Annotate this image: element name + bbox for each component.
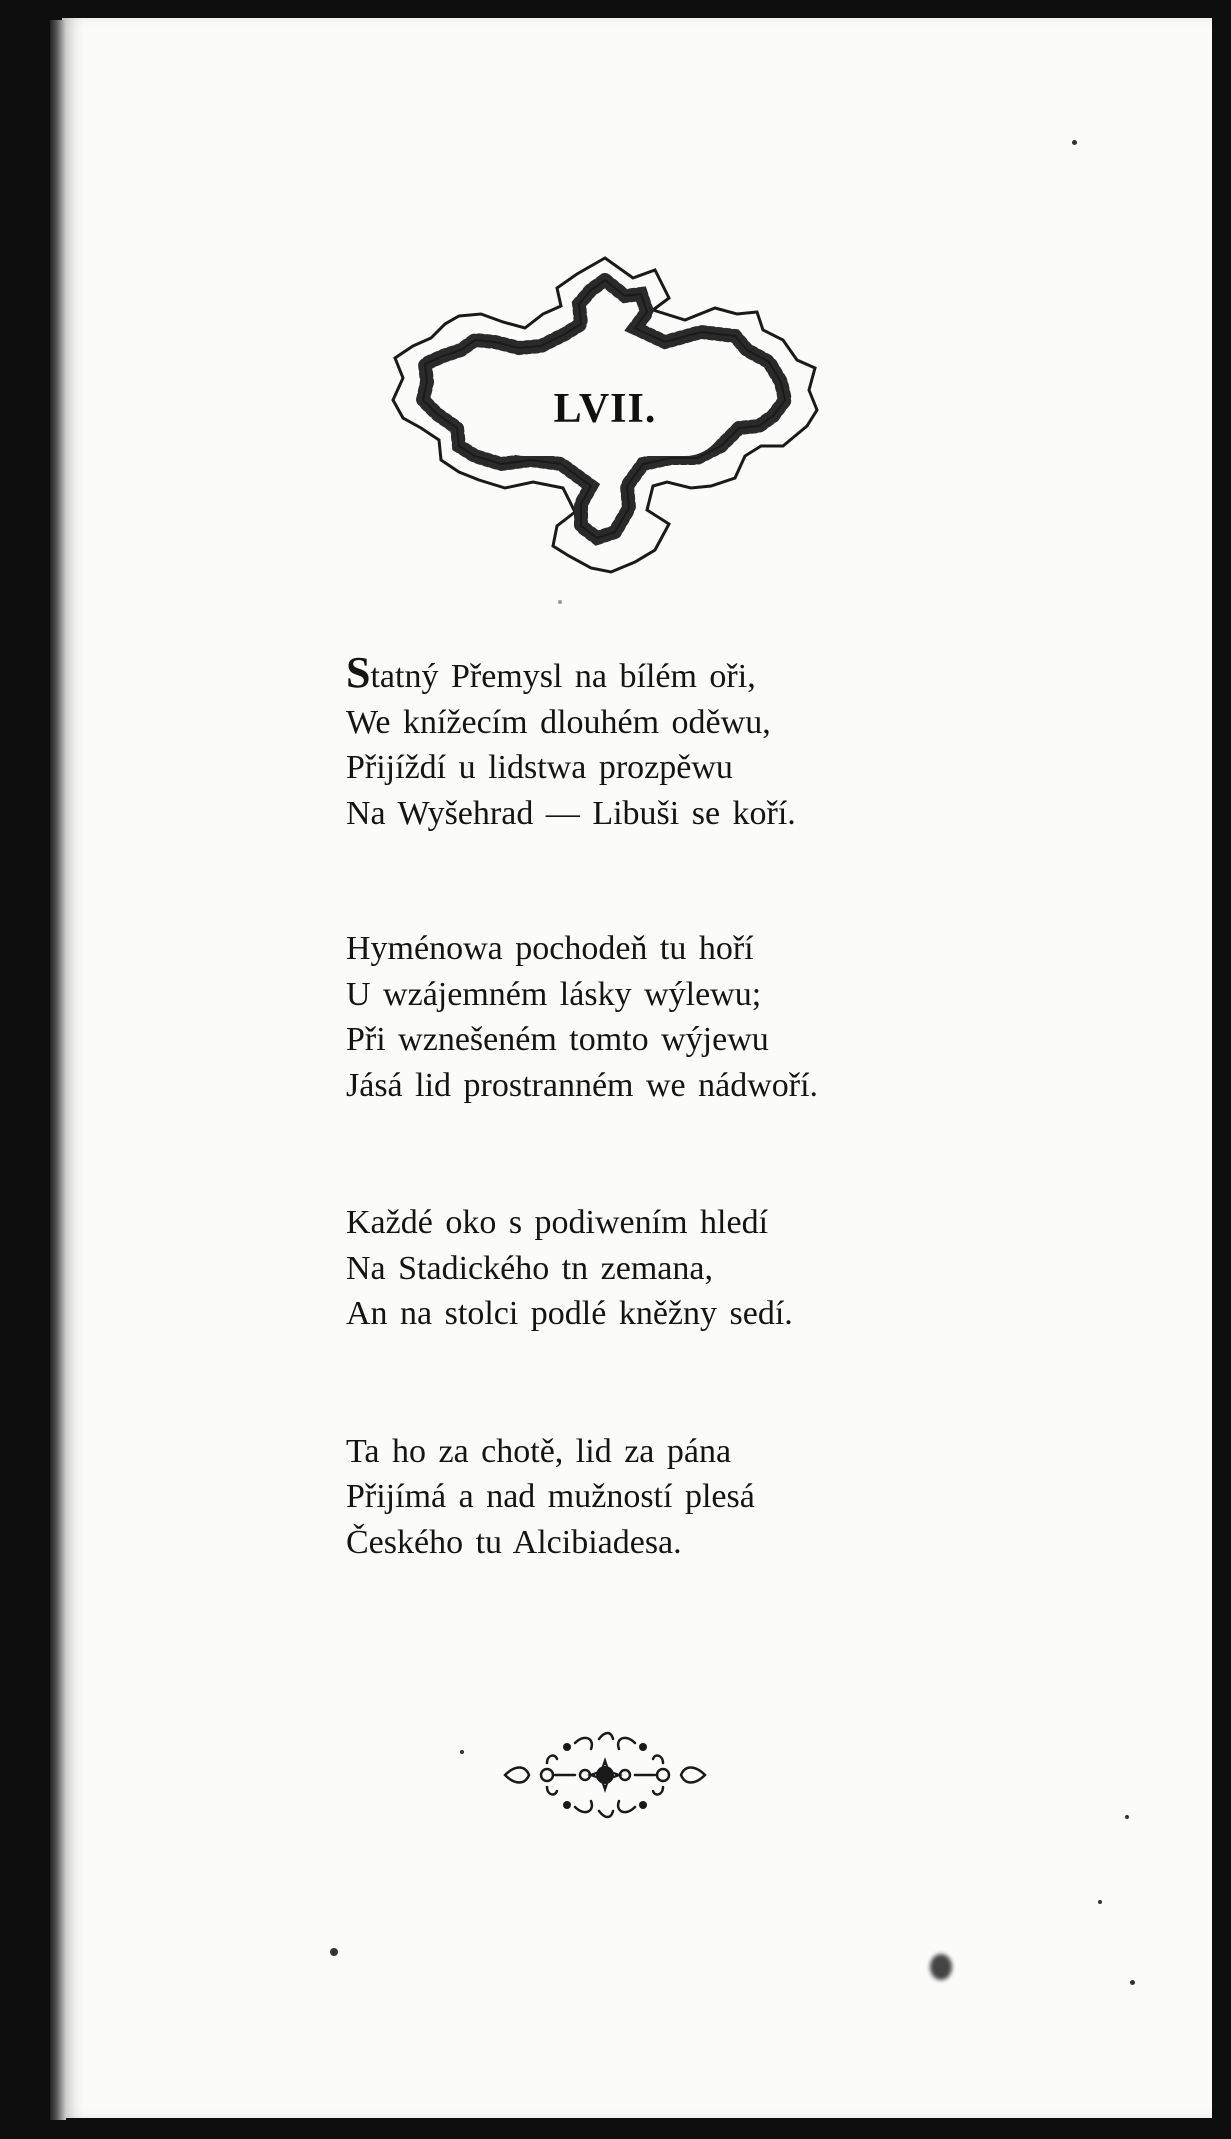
scan-speck bbox=[558, 600, 562, 604]
poem-line: Českého tu Alcibiadesa. bbox=[346, 1523, 682, 1561]
poem-line: Přijíždí u lidstwa prozpěwu bbox=[346, 749, 733, 786]
poem bbox=[346, 650, 966, 1655]
scan-speck bbox=[1072, 140, 1077, 145]
poem-line: Hyménowa pochodeň tu hoří bbox=[346, 930, 754, 967]
stanza-3 bbox=[346, 1200, 966, 1337]
scan-speck bbox=[1125, 1815, 1129, 1819]
chapter-number: LVII. bbox=[553, 386, 657, 432]
poem-line: Přijímá a nad mužností plesá bbox=[346, 1478, 755, 1515]
poem-line: We knížecím dlouhém oděwu, bbox=[346, 703, 771, 741]
scan-speck bbox=[1130, 1980, 1135, 1985]
poem-line-text: tatný Přemysl na bílém oři, bbox=[370, 658, 756, 695]
scan-speck bbox=[1098, 1900, 1102, 1904]
book-spine-shadow bbox=[50, 20, 66, 2120]
poem-line: An na stolci podlé kněžny sedí. bbox=[346, 1295, 793, 1332]
poem-line: Na Wyšehrad — Libuši se koří. bbox=[346, 794, 796, 832]
poem-line: Každé oko s podiwením hledí bbox=[346, 1204, 769, 1241]
poem-line: Na Stadického tn zemana, bbox=[346, 1249, 713, 1287]
poem-line: Při wznešeném tomto wýjewu bbox=[346, 1021, 769, 1058]
stanza-4 bbox=[346, 1429, 966, 1566]
stanza-1 bbox=[346, 650, 966, 836]
poem-line: Ta ho za chotě, lid za pána bbox=[346, 1432, 732, 1470]
scan-speck bbox=[460, 1750, 464, 1754]
drop-cap: S bbox=[346, 648, 371, 697]
poem-line bbox=[346, 650, 966, 700]
scan-speck bbox=[330, 1948, 338, 1956]
scan-speck bbox=[930, 1954, 952, 1980]
poem-line: Jásá lid prostranném we nádwoří. bbox=[346, 1066, 819, 1104]
floral-tailpiece-icon bbox=[495, 1725, 715, 1825]
poem-line: U wzájemném lásky wýlewu; bbox=[346, 975, 762, 1013]
stanza-2 bbox=[346, 926, 966, 1108]
